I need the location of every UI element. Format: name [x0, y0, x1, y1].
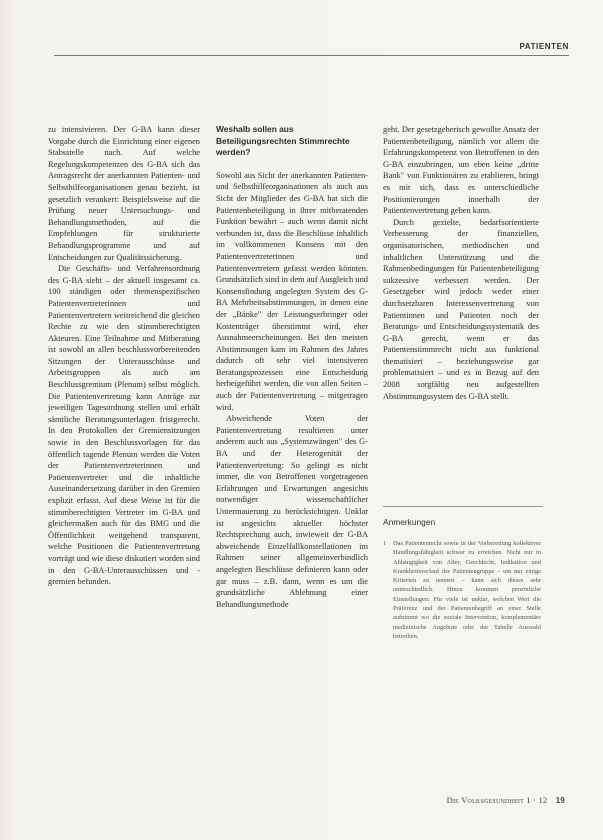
footnote-item: [383, 539, 541, 641]
issue-number: 1 · 12: [526, 795, 548, 805]
paragraph: Abweichende Voten der Patientenvertretung resultieren unter anderem auch aus „Systemzwängen" des G-BA und der Heterogenität der Patientenvertretung: So gelingt es nicht immer, die von Betroffenen vorgetragenen Erfahrungen und Erwartungen angesichts notwendiger wissenschaftlicher Untermauerung zu berücksichtigen. Unklar ist angesichts aktueller höchster Rechtsprechung auch, inwieweit der G-BA abweichende Einzelfallkonstellationen im Rahmen seiner allgemeinverbindlich angelegten Beschlüsse definieren kann oder gar muss – z.B. dann, wenn es um die grundsätzliche Ablehnung einer Behandlungsmethode: [216, 414, 368, 609]
notes-heading: Anmerkungen: [383, 517, 436, 527]
text-column-3: [383, 124, 539, 402]
paragraph: Durch gezielte, bedarfsorientierte Verbesserung der finanziellen, organisatorischen, methodischen und inhaltlichen Unterstützung und die Rahmenbedingungen für Patientenbeteiligung sukzessive verbessert werden. Der Gesetzgeber wird jedoch weder einer durchsetzbaren Interessenvertretung von Patientinnen und Patienten noch der Beratungs- und Entscheidungssystematik des G-BA gerecht, wenn er das Patientenstimmrecht nicht aus funktional thematisiert – beziehungsweise gar problematisiert – und es in Bezug auf den 2008 sorgfältig neu aufgestellten Abstimmungssystem des G-BA stellt.: [383, 217, 539, 401]
header-divider: [54, 55, 569, 56]
paragraph: Sowohl aus Sicht der anerkannten Patienten- und Selbsthilfeorganisationen als auch aus Sicht der Mitglieder des G-BA hat sich die Patientenbeteiligung in ihrer mitberatenden Funktion bewährt – auch wenn damit nicht verbunden ist, dass die Beschlüsse inhaltlich im vollkommenen Konsens mit den Patientenvertreterinnen und Patientenvertretern gefasst werden könnten. Grundsätzlich sind in dem auf Ausgleich und Konsensfindung angelegten System des G-BA Mehrheitsabstimmungen, in denen eine der „Bänke" der Leistungserbringer oder Kostenträger überstimmt wird, eher Ausnahmeerscheinungen. Bei den meisten Abstimmungen kam im Rahmen des Jahres dadurch oft sehr viel intensiveren Beratungsprozessen eine Entscheidung herbeigeführt werden, die von allen Seiten – auch der Patientenvertretung – mitgetragen wird.: [216, 170, 368, 412]
subheading: Weshalb sollen aus Beteiligungsrechten Stimmrechte werden?: [216, 124, 350, 158]
page-footer: [447, 795, 565, 805]
paragraph: Die Geschäfts- und Verfahrensordnung des G-BA sieht – der aktuell insgesamt ca. 100 ständigen oder themenspezifischen Patientenvertreterinnen und Patientenvertretern weitreichend die gleichen Rechte zu wie den stimmberechtigten Akteuren. Eine Teilnahme und Mitberatung ist sowohl an allen beschlussvorbereitenden Sitzungen der Unterausschüsse und Arbeitsgruppen als auch am Beschlussgremium (Plenum) selbst möglich. Die Patientenvertretung kann Anträge zur jeweiligen Tagesordnung stellen und erhält sämtliche Beratungsunterlagen fristgerecht. In den Protokollen der Gremiensitzungen sowie in den Beschlussvorlagen für das öffentlich tagende Plenum werden die Voten der Patientenvertreterinnen und Patientenvertreter und die inhaltliche Auseinandersetzung darüber in den Gremien explizit erfasst. Auf diese Weise ist für die stimmberechtigten Vertreter im G-BA und gleichermaßen auch für das BMG und die Öffentlichkeit weitgehend transparent, welche Positionen die Patientenvertretung vorträgt und wie diese diskutiert worden sind in den G-BA-Unterausschüssen und -gremien befunden.: [48, 264, 200, 587]
page-number: 19: [555, 796, 565, 805]
text-column-2: [216, 124, 368, 610]
journal-name: Die Volksgesundheit: [446, 795, 524, 805]
footnotes: [383, 539, 541, 641]
paragraph: zu intensivieren. Der G-BA kann dieser Vorgabe durch die Einrichtung einer eigenen Stabsstelle nach. Auf welche Regelungskompetenzen des G-BA sich das Antragsrecht der anerkannten Patienten- und Selbsthilfeorganisationen genau bezieht, ist gesetzlich verankert: Beispielsweise auf die Prüfung neuer Untersuchungs- und Behandlungsmethoden, auf die Empfehlungen für strukturierte Behandlungsprogramme und auf Entscheidungen zur Qualitätssicherung.: [48, 125, 200, 262]
text-column-1: [48, 124, 200, 588]
paragraph: geht. Der gesetzgeberisch gewollte Ansatz der Patientenbeteiligung, nämlich vor allem die Erfahrungskompetenz von Betroffenen in den G-BA einzubringen, um eben keine „dritte Bank" von Funktionären zu etablieren, bringt es mit sich, dass es unterschiedliche Positionierungen innerhalb der Patientenvertretung geben kann.: [383, 125, 539, 216]
notes-divider: [383, 506, 543, 507]
footnote-number: 1: [383, 540, 387, 547]
footnote-text: Das Patientenrecht sowie in der Vorbereitung kollektiver Handlungsfähigkeit schwer zu erreichen. Nicht nur in Abhängigkeit von Alter, Geschlecht, Indikation und Krankheitsverlauf der Patientengruppe – um nur einige Kriterien zu nennen – kann sich dieses sehr unterschiedlich. Hinzu kommen persönliche Einstellungen: Für viele ist unklar, welchen Wert die Präferenz und der Patientenbegriff an einer Stelle aufnimmt wo die soziale Intervention, komplementäre medizinische Angebote oder der Tabelle Auswahl betreiben.: [393, 540, 541, 640]
section-label: PATIENTEN: [519, 42, 569, 51]
